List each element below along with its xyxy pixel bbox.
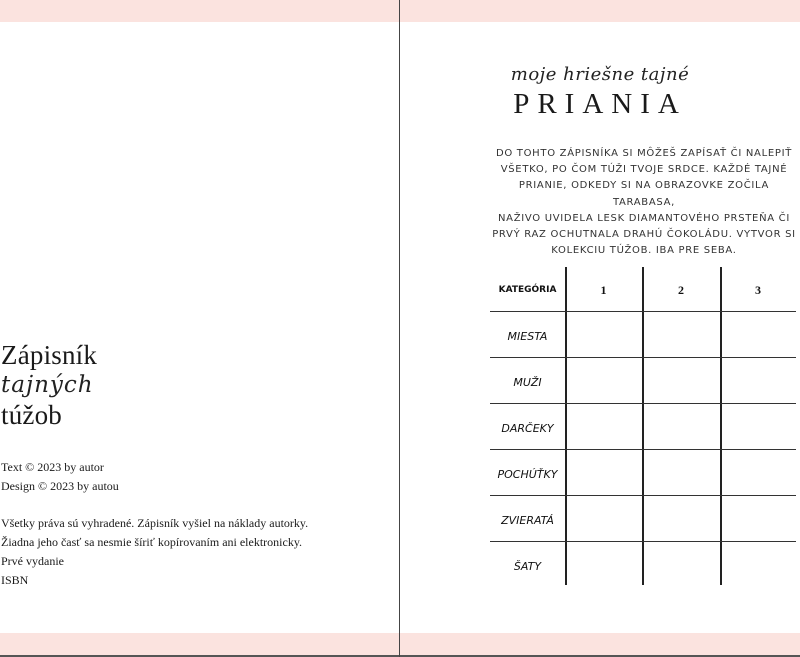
rights-line-2: Žiadna jeho časť sa nesmie šíriť kopírovaním ani elektronicky. bbox=[1, 535, 303, 549]
credit-design: Design © 2023 by autou bbox=[1, 479, 119, 493]
row-category: MUŽI bbox=[513, 375, 542, 389]
entry-cell[interactable] bbox=[720, 359, 796, 405]
entry-cell[interactable] bbox=[565, 405, 642, 451]
edition-line: Prvé vydanie bbox=[1, 554, 64, 568]
header-col-2: 2 bbox=[678, 282, 684, 297]
intro-line: PRIANIE, ODKEDY SI NA OBRAZOVKE ZOČILA TARABASA, bbox=[518, 180, 770, 208]
title-line-3: túžob bbox=[1, 400, 62, 430]
left-page bbox=[0, 22, 399, 633]
table-row bbox=[490, 451, 796, 497]
entry-cell[interactable] bbox=[642, 359, 720, 405]
entry-cell[interactable] bbox=[720, 543, 796, 589]
bottom-pink-band bbox=[0, 633, 800, 655]
entry-cell[interactable] bbox=[720, 497, 796, 543]
table-row bbox=[490, 543, 796, 589]
entry-cell[interactable] bbox=[565, 359, 642, 405]
intro-line: VŠETKO, PO ČOM TÚŽI TVOJE SRDCE. KAŽDÉ TAJNÉ bbox=[500, 164, 788, 176]
table-row bbox=[490, 497, 796, 543]
credits-block bbox=[1, 458, 119, 496]
header-category: KATEGÓRIA bbox=[498, 285, 557, 295]
title-line-1: Zápisník bbox=[1, 340, 98, 370]
row-category: ZVIERATÁ bbox=[501, 513, 554, 527]
row-category: POCHÚŤKY bbox=[497, 467, 558, 481]
page-subtitle: moje hriešne tajné bbox=[510, 64, 690, 85]
intro-line: DO TOHTO ZÁPISNÍKA SI MÔŽEŠ ZAPÍSAŤ ČI NALEPIŤ bbox=[495, 148, 793, 159]
intro-line: KOLEKCIU TÚŽOB. IBA PRE SEBA. bbox=[551, 245, 737, 257]
entry-cell[interactable] bbox=[565, 451, 642, 497]
credit-text: Text © 2023 by autor bbox=[1, 460, 104, 474]
header-col-1: 1 bbox=[600, 282, 607, 297]
intro-line: NAŽIVO UVIDELA LESK DIAMANTOVÉHO PRSTEŇA ČI bbox=[497, 212, 790, 224]
entry-cell[interactable] bbox=[642, 313, 720, 359]
entry-cell[interactable] bbox=[642, 405, 720, 451]
top-pink-band bbox=[0, 0, 800, 22]
entry-cell[interactable] bbox=[642, 497, 720, 543]
rights-block bbox=[1, 514, 308, 590]
row-category: DARČEKY bbox=[501, 421, 554, 435]
entry-cell[interactable] bbox=[720, 405, 796, 451]
isbn-line: ISBN bbox=[1, 573, 29, 587]
entry-cell[interactable] bbox=[720, 313, 796, 359]
row-category: MIESTA bbox=[507, 329, 548, 343]
entry-cell[interactable] bbox=[642, 543, 720, 589]
notebook-title bbox=[1, 340, 97, 430]
title-line-2-script: tajných bbox=[1, 372, 94, 398]
rights-line-1: Všetky práva sú vyhradené. Zápisník vyšiel na náklady autorky. bbox=[1, 516, 309, 530]
table-row bbox=[490, 405, 796, 451]
table-row bbox=[490, 313, 796, 359]
page-title: PRIANIA bbox=[513, 88, 687, 120]
table-row bbox=[490, 359, 796, 405]
entry-cell[interactable] bbox=[642, 451, 720, 497]
right-page bbox=[400, 22, 800, 633]
entry-cell[interactable] bbox=[565, 313, 642, 359]
row-category: ŠATY bbox=[513, 559, 542, 573]
wishes-table bbox=[490, 267, 796, 589]
table-header-row bbox=[490, 267, 796, 313]
header-col-3: 3 bbox=[755, 282, 761, 297]
entry-cell[interactable] bbox=[720, 451, 796, 497]
entry-cell[interactable] bbox=[565, 543, 642, 589]
intro-paragraph bbox=[486, 146, 800, 259]
intro-line: PRVÝ RAZ OCHUTNALA DRAHÚ ČOKOLÁDU. VYTVOR SI bbox=[492, 229, 796, 241]
entry-cell[interactable] bbox=[565, 497, 642, 543]
